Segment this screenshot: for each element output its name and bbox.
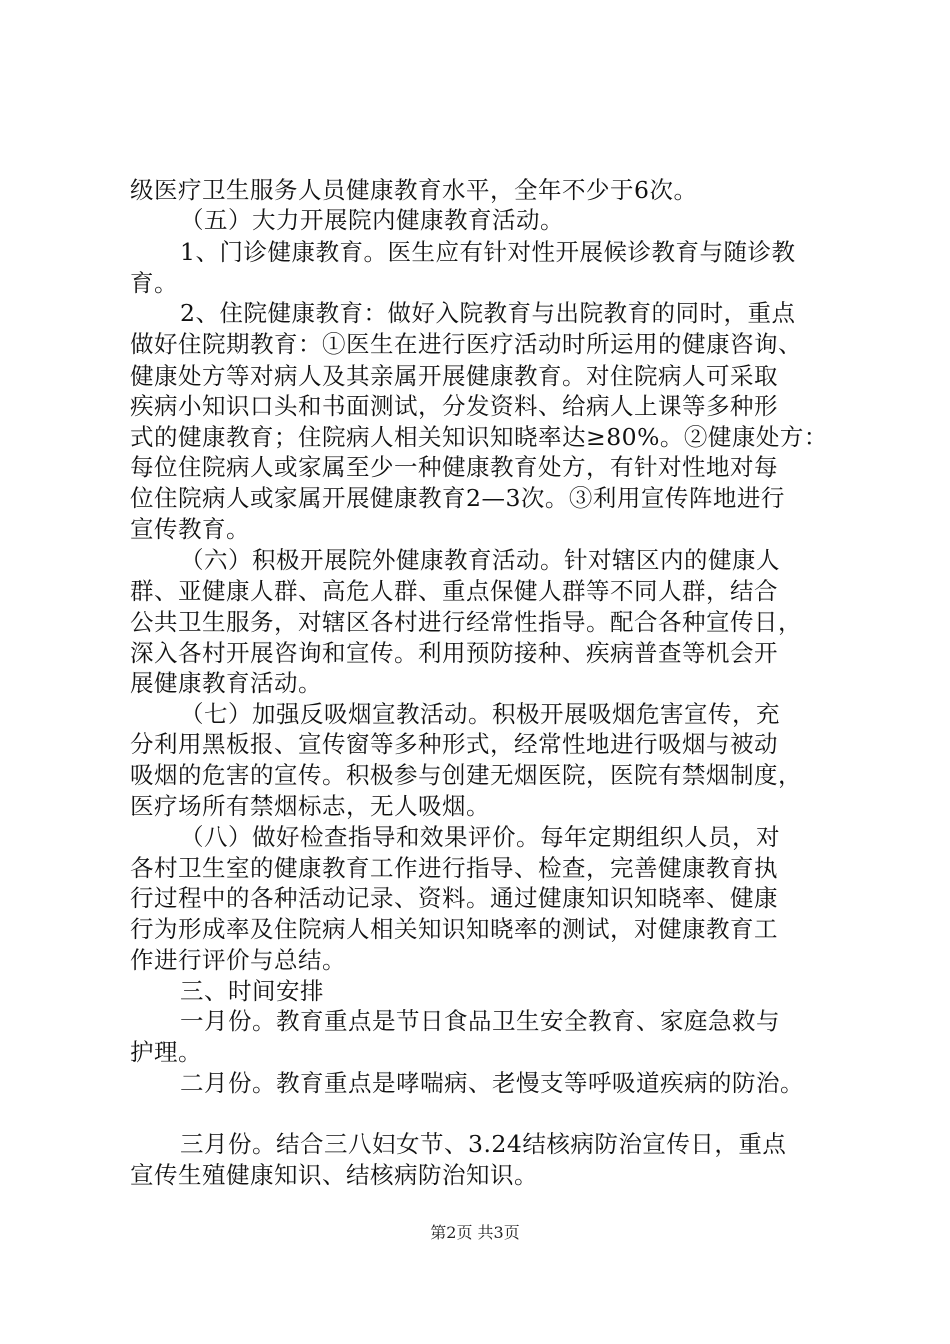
body-line: 公共卫生服务，对辖区各村进行经常性指导。配合各种宣传日，	[130, 608, 802, 636]
page-number-footer: 第2页 共3页	[430, 1223, 520, 1242]
body-line: 做好住院期教育：①医生在进行医疗活动时所运用的健康咨询、	[130, 330, 802, 358]
body-line: （八）做好检查指导和效果评价。每年定期组织人员，对	[180, 823, 780, 851]
body-line: 疾病小知识口头和书面测试，分发资料、给病人上课等多种形	[130, 392, 778, 420]
body-line: 吸烟的危害的宣传。积极参与创建无烟医院，医院有禁烟制度，	[130, 761, 802, 789]
body-line: 一月份。教育重点是节日食品卫生安全教育、家庭急救与	[180, 1007, 780, 1035]
body-line: 健康处方等对病人及其亲属开展健康教育。对住院病人可采取	[130, 362, 778, 390]
body-line: 分利用黑板报、宣传窗等多种形式，经常性地进行吸烟与被动	[130, 730, 778, 758]
body-line: 作进行评价与总结。	[130, 946, 346, 974]
body-line: （六）积极开展院外健康教育活动。针对辖区内的健康人	[180, 546, 780, 574]
body-line: 位住院病人或家属开展健康教育2—3次。③利用宣传阵地进行	[130, 484, 785, 512]
body-line: 行过程中的各种活动记录、资料。通过健康知识知晓率、健康	[130, 884, 778, 912]
body-line: 二月份。教育重点是哮喘病、老慢支等呼吸道疾病的防治。	[180, 1069, 804, 1097]
body-line: 深入各村开展咨询和宣传。利用预防接种、疾病普查等机会开	[130, 639, 778, 667]
body-line: 护理。	[130, 1038, 202, 1066]
body-line: 2、住院健康教育：做好入院教育与出院教育的同时，重点	[180, 299, 796, 327]
body-line: 式的健康教育；住院病人相关知识知晓率达≥80%。②健康处方：	[130, 423, 828, 451]
body-line: 三月份。结合三八妇女节、3.24结核病防治宣传日，重点	[180, 1130, 787, 1158]
body-line: （七）加强反吸烟宣教活动。积极开展吸烟危害宣传，充	[180, 700, 780, 728]
body-line: 群、亚健康人群、高危人群、重点保健人群等不同人群，结合	[130, 577, 778, 605]
body-line: 育。	[130, 269, 178, 297]
body-line: 展健康教育活动。	[130, 669, 322, 697]
body-line: 1、门诊健康教育。医生应有针对性开展候诊教育与随诊教	[180, 238, 796, 266]
body-line: 宣传教育。	[130, 515, 250, 543]
body-line: 每位住院病人或家属至少一种健康教育处方，有针对性地对每	[130, 453, 778, 481]
body-line: 级医疗卫生服务人员健康教育水平，全年不少于6次。	[130, 176, 698, 204]
body-line: （五）大力开展院内健康教育活动。	[180, 206, 564, 234]
section-heading: 三、时间安排	[180, 977, 324, 1005]
body-line: 宣传生殖健康知识、结核病防治知识。	[130, 1161, 538, 1189]
body-line: 行为形成率及住院病人相关知识知晓率的测试，对健康教育工	[130, 915, 778, 943]
body-line: 医疗场所有禁烟标志，无人吸烟。	[130, 792, 490, 820]
body-line: 各村卫生室的健康教育工作进行指导、检查，完善健康教育执	[130, 854, 778, 882]
